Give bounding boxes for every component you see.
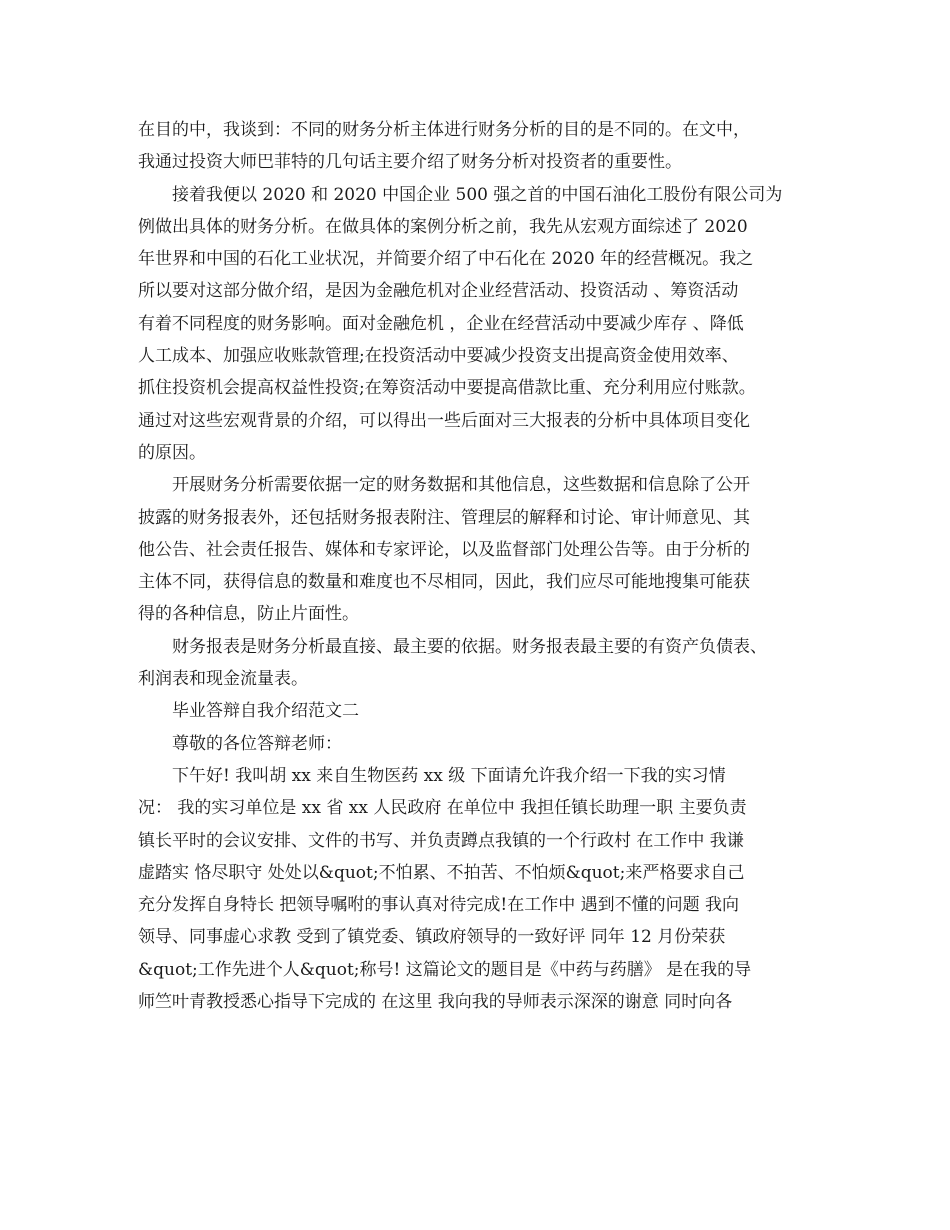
text-line: 利润表和现金流量表。 (138, 669, 308, 690)
text-line: 况： 我的实习单位是 xx 省 xx 人民政府 在单位中 我担任镇长助理一职 主要负责 (138, 798, 747, 819)
text-line: 得的各种信息，防止片面性。 (138, 604, 359, 625)
text-line: 镇长平时的会议安排、文件的书写、并负责蹲点我镇的一个行政村 在工作中 我谦 (138, 830, 744, 851)
text-line: 例做出具体的财务分析。在做具体的案例分析之前，我先从宏观方面综述了 2020 (138, 216, 748, 237)
text-line: 开展财务分析需要依据一定的财务数据和其他信息，这些数据和信息除了公开 (172, 475, 750, 496)
text-line: 充分发挥自身特长 把领导嘱咐的事认真对待完成!在工作中 遇到不懂的问题 我向 (138, 895, 740, 916)
text-line: 他公告、社会责任报告、媒体和专家评论，以及监督部门处理公告等。由于分析的 (138, 539, 750, 560)
text-line: 主体不同，获得信息的数量和难度也不尽相同，因此，我们应尽可能地搜集可能获 (138, 572, 750, 593)
document-body (138, 114, 828, 1018)
text-line: 的原因。 (138, 442, 206, 463)
text-line: 抓住投资机会提高权益性投资;在筹资活动中要提高借款比重、充分利用应付账款。 (138, 378, 756, 399)
text-line: 通过对这些宏观背景的介绍，可以得出一些后面对三大报表的分析中具体项目变化 (138, 410, 750, 431)
text-line: 财务报表是财务分析最直接、最主要的依据。财务报表最主要的有资产负债表、 (172, 636, 767, 657)
text-line: 人工成本、加强应收账款管理;在投资活动中要减少投资支出提高资金使用效率、 (138, 346, 739, 367)
text-line: &quot;工作先进个人&quot;称号! 这篇论文的题目是《中药与药膳》 是在我的导 (138, 959, 752, 980)
text-line: 虚踏实 恪尽职守 处处以&quot;不怕累、不拍苦、不怕烦&quot;来严格要求自己 (138, 862, 745, 883)
text-line: 所以要对这部分做介绍，是因为金融危机对企业经营活动、投资活动 、筹资活动 (138, 281, 739, 302)
text-line: 接着我便以 2020 和 2020 中国企业 500 强之首的中国石油化工股份有限公司为 (172, 184, 783, 205)
text-line: 有着不同程度的财务影响。面对金融危机 ，企业在经营活动中要减少库存 、降低 (138, 313, 744, 334)
text-line: 尊敬的各位答辩老师： (172, 733, 342, 754)
document-page (138, 114, 828, 1018)
text-line: 毕业答辩自我介绍范文二 (172, 701, 359, 722)
text-line: 披露的财务报表外，还包括财务报表附注、管理层的解释和讨论、审计师意见、其 (138, 507, 750, 528)
text-line: 我通过投资大师巴菲特的几句话主要介绍了财务分析对投资者的重要性。 (138, 152, 682, 173)
text-line: 领导、同事虚心求教 受到了镇党委、镇政府领导的一致好评 同年 12 月份荣获 (138, 927, 726, 948)
text-line: 师竺叶青教授悉心指导下完成的 在这里 我向我的导师表示深深的谢意 同时向各 (138, 992, 733, 1013)
text-line: 在目的中，我谈到：不同的财务分析主体进行财务分析的目的是不同的。在文中， (138, 120, 750, 140)
text-line: 年世界和中国的石化工业状况，并简要介绍了中石化在 2020 年的经营概况。我之 (138, 249, 754, 270)
text-line: 下午好! 我叫胡 xx 来自生物医药 xx 级 下面请允许我介绍一下我的实习情 (172, 765, 726, 786)
